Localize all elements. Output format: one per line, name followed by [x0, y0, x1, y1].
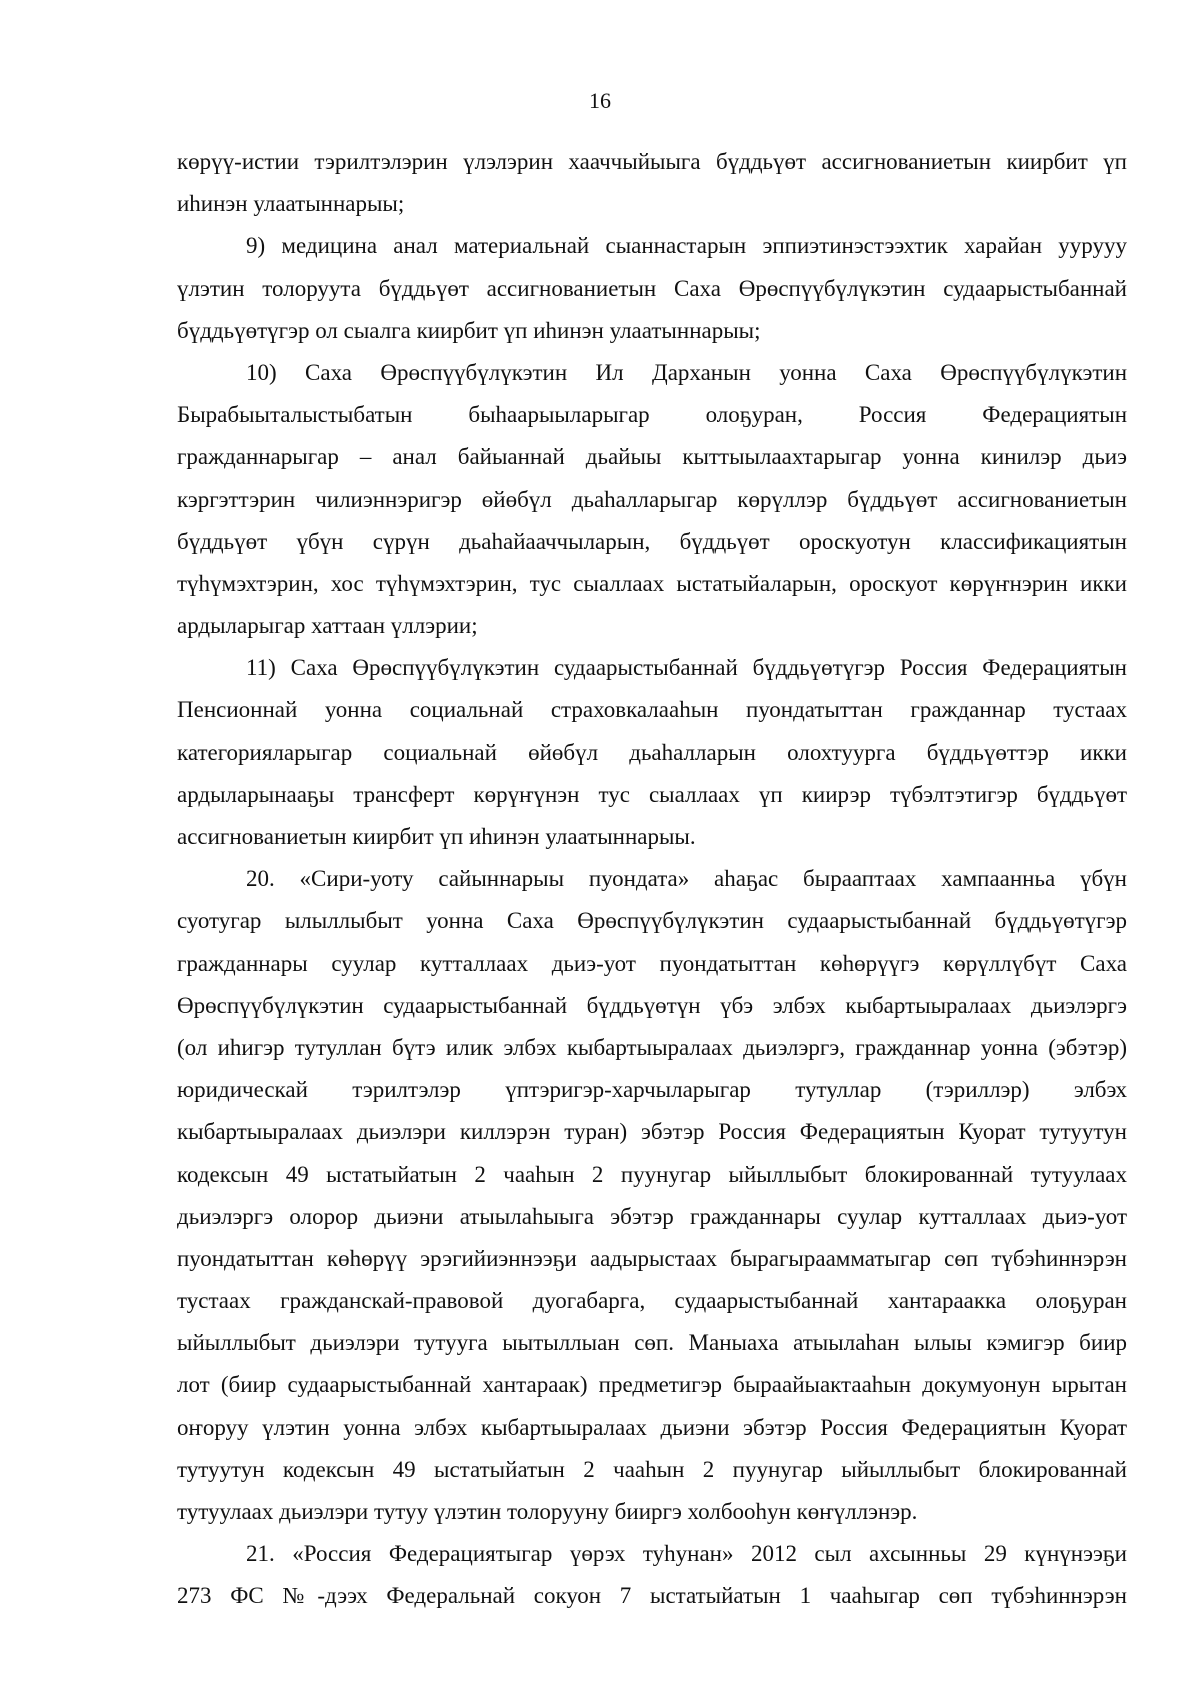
text-line: (ол иһигэр тутуллан бүтэ илик элбэх кыбартыыралаах дьиэлэргэ, гражданнар уонна (эбэтэр)	[177, 1034, 1127, 1060]
text-line: көрүү-истии тэрилтэлэрин үлэлэрин хааччыйыыга бүддьүөт ассигнованиетын киирбит үп	[177, 149, 1127, 174]
text-line: 20. «Сири-уоту сайыннарыы пуондата» аһаҕас бырааптаах хампаанньа үбүн	[246, 866, 1127, 892]
text-line: оҥоруу үлэтин уонна элбэх кыбартыыралаах дьиэни эбэтэр Россия Федерациятын Куорат	[177, 1414, 1127, 1440]
text-line: үлэтин толоруута бүддьүөт ассигнованиетын Саха Өрөспүүбүлүкэтин судаарыстыбаннай	[177, 275, 1127, 301]
text-line: кодексын 49 ыстатыйатын 2 чааһын 2 пуунугар ыйыллыбыт блокированнай тутуулаах	[177, 1161, 1127, 1187]
text-line: бүддьүөт үбүн сүрүн дьаһайааччыларын, бүддьүөт ороскуотун классификациятын	[177, 528, 1127, 554]
document-body	[177, 141, 1127, 1618]
text-line: кэргэттэрин чилиэннэригэр өйөбүл дьаһалларыгар көрүллэр бүддьүөт ассигнованиетын	[177, 486, 1127, 512]
text-line: кыбартыыралаах дьиэлэри киллэрэн туран) эбэтэр Россия Федерациятын Куорат тутуутун	[177, 1119, 1127, 1145]
text-line: юридическай тэрилтэлэр үптэригэр-харчыларыгар тутуллар (тэриллэр) элбэх	[177, 1077, 1127, 1103]
text-line: түһүмэхтэрин, хос түһүмэхтэрин, тус сыаллаах ыстатыйаларын, ороскуот көрүҥнэрин икки	[177, 570, 1127, 596]
text-line: тустаах гражданскай-правовой дуогабарга, судаарыстыбаннай хантараакка олоҕуран	[177, 1288, 1127, 1314]
text-line: дьиэлэргэ олорор дьиэни атыылаһыыга эбэтэр гражданнары суулар кутталлаах дьиэ-уот	[177, 1203, 1127, 1229]
text-line: ыйыллыбыт дьиэлэри тутууга ыытыллыан сөп. Маныаха атыылаһан ылыы кэмигэр биир	[177, 1330, 1127, 1356]
text-line: гражданнары суулар кутталлаах дьиэ-уот пуондатыттан көһөрүүгэ көрүллүбүт Саха	[177, 950, 1127, 976]
text-line: ардыларыгар хаттаан үллэрии;	[177, 613, 478, 639]
text-line: иһинэн улаатыннарыы;	[177, 191, 405, 217]
text-line: бүддьүөтүгэр ол сыалга киирбит үп иһинэн улаатыннарыы;	[177, 317, 761, 343]
page-number: 16	[589, 88, 611, 113]
text-line: 9) медицина анал материальнай сыаннастарын эппиэтинэстээхтик харайан уурууу	[246, 233, 1127, 259]
text-line: тутуулаах дьиэлэри тутуу үлэтин толорууну бииргэ холбооһун көҥүллэнэр.	[177, 1499, 918, 1524]
text-line: 273 ФС №-дээх Федеральнай сокуон 7 ыстатыйатын 1 чааһыгар сөп түбэһиннэрэн	[177, 1583, 1127, 1609]
text-line: суотугар ылыллыбыт уонна Саха Өрөспүүбүлүкэтин судаарыстыбаннай бүддьүөтүгэр	[177, 908, 1127, 934]
text-line: Өрөспүүбүлүкэтин судаарыстыбаннай бүддьүөтүн үбэ элбэх кыбартыыралаах дьиэлэргэ	[177, 992, 1127, 1018]
text-line: 10) Саха Өрөспүүбүлүкэтин Ил Дарханын уонна Саха Өрөспүүбүлүкэтин	[246, 359, 1127, 385]
text-line: 11) Саха Өрөспүүбүлүкэтин судаарыстыбаннай бүддьүөтүгэр Россия Федерациятын	[246, 655, 1127, 681]
text-line: лот (биир судаарыстыбаннай хантараак) предметигэр быраайыактааһын докумуонун ырытан	[177, 1372, 1127, 1398]
text-line: 21. «Россия Федерациятыгар үөрэх туһунан» 2012 сыл ахсынньы 29 күнүнээҕи	[246, 1541, 1127, 1567]
text-line: Бырабыыталыстыбатын быһаарыыларыгар олоҕуран, Россия Федерациятын	[177, 402, 1127, 428]
text-line: Пенсионнай уонна социальнай страховкалааһын пуондатыттан гражданнар тустаах	[177, 697, 1127, 723]
text-line: ассигнованиетын киирбит үп иһинэн улаатыннарыы.	[177, 824, 696, 849]
text-line: категорияларыгар социальнай өйөбүл дьаһалларын олохтуурга бүддьүөттэр икки	[177, 739, 1127, 765]
text-line: тутуутун кодексын 49 ыстатыйатын 2 чааһын 2 пуунугар ыйыллыбыт блокированнай	[177, 1456, 1127, 1482]
text-line: ардыларынааҕы трансферт көрүҥүнэн тус сыаллаах үп киирэр түбэлтэтигэр бүддьүөт	[177, 781, 1127, 807]
text-line: гражданнарыгар – анал байыаннай дьайыы кыттыылаахтарыгар уонна кинилэр дьиэ	[177, 444, 1127, 470]
text-line: пуондатыттан көһөрүү эрэгийиэннээҕи аадырыстаах бырагыраамматыгар сөп түбэһиннэрэн	[177, 1245, 1127, 1271]
